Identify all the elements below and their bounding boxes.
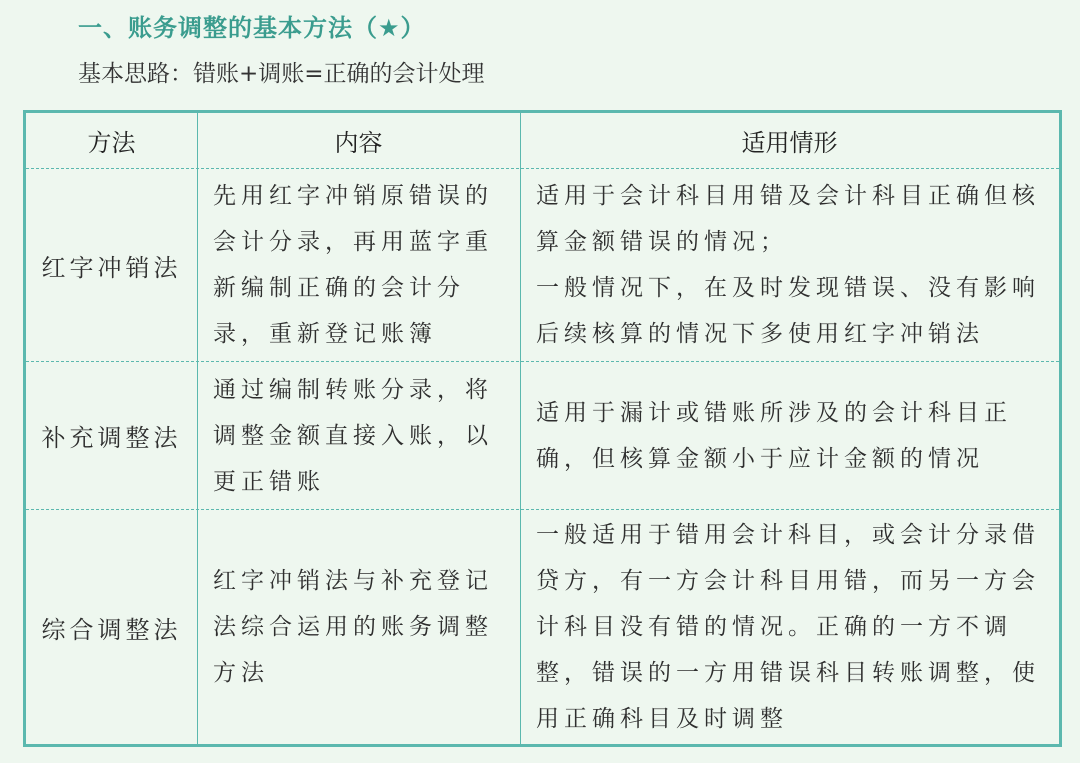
- header-content: 内容: [334, 129, 383, 157]
- content-cell: [197, 169, 520, 361]
- content-text: 先用红字冲销原错误的会计分录，再用蓝字重新编制正确的会计分录，重新登记账簿: [213, 183, 493, 347]
- header-applicable: 适用情形: [741, 129, 838, 157]
- content-text: 通过编制转账分录，将调整金额直接入账，以更正错账: [213, 376, 493, 495]
- content-text: 红字冲销法与补充登记法综合运用的账务调整方法: [213, 568, 493, 686]
- table-row: [26, 362, 1059, 510]
- method-cell: [26, 169, 197, 361]
- applicable-cell: [520, 169, 1059, 361]
- applicable-cell: [520, 362, 1059, 509]
- applicable-cell: [520, 510, 1059, 744]
- applicable-text: 一般适用于错用会计科目，或会计分录借贷方，有一方会计科目用错，而另一方会计科目没有错的情况。正确的一方不调整，错误的一方用错误科目转账调整，使用正确科目及时调整: [536, 522, 1040, 732]
- table-row: [26, 510, 1059, 744]
- section-title: 一、账务调整的基本方法（★）: [78, 14, 426, 42]
- header-method: 方法: [87, 129, 136, 157]
- content-cell: [197, 362, 520, 509]
- column-divider: [520, 113, 521, 744]
- applicable-text: 适用于漏计或错账所涉及的会计科目正确，但核算金额小于应计金额的情况: [536, 399, 1012, 472]
- table-row: [26, 169, 1059, 362]
- method-name: 补充调整法: [41, 424, 182, 452]
- table-header-row: [26, 113, 1059, 169]
- basic-idea-text: 基本思路：错账+调账=正确的会计处理: [78, 61, 485, 87]
- applicable-text: 一般情况下，在及时发现错误、没有影响后续核算的情况下多使用红字冲销法: [536, 275, 1040, 347]
- methods-table: [23, 110, 1062, 747]
- column-divider: [197, 113, 198, 744]
- applicable-text: 适用于会计科目用错及会计科目正确但核算金额错误的情况；: [536, 183, 1040, 255]
- method-name: 综合调整法: [41, 615, 182, 644]
- method-cell: [26, 510, 197, 744]
- method-name: 红字冲销法: [41, 253, 182, 282]
- content-cell: [197, 510, 520, 744]
- method-cell: [26, 362, 197, 509]
